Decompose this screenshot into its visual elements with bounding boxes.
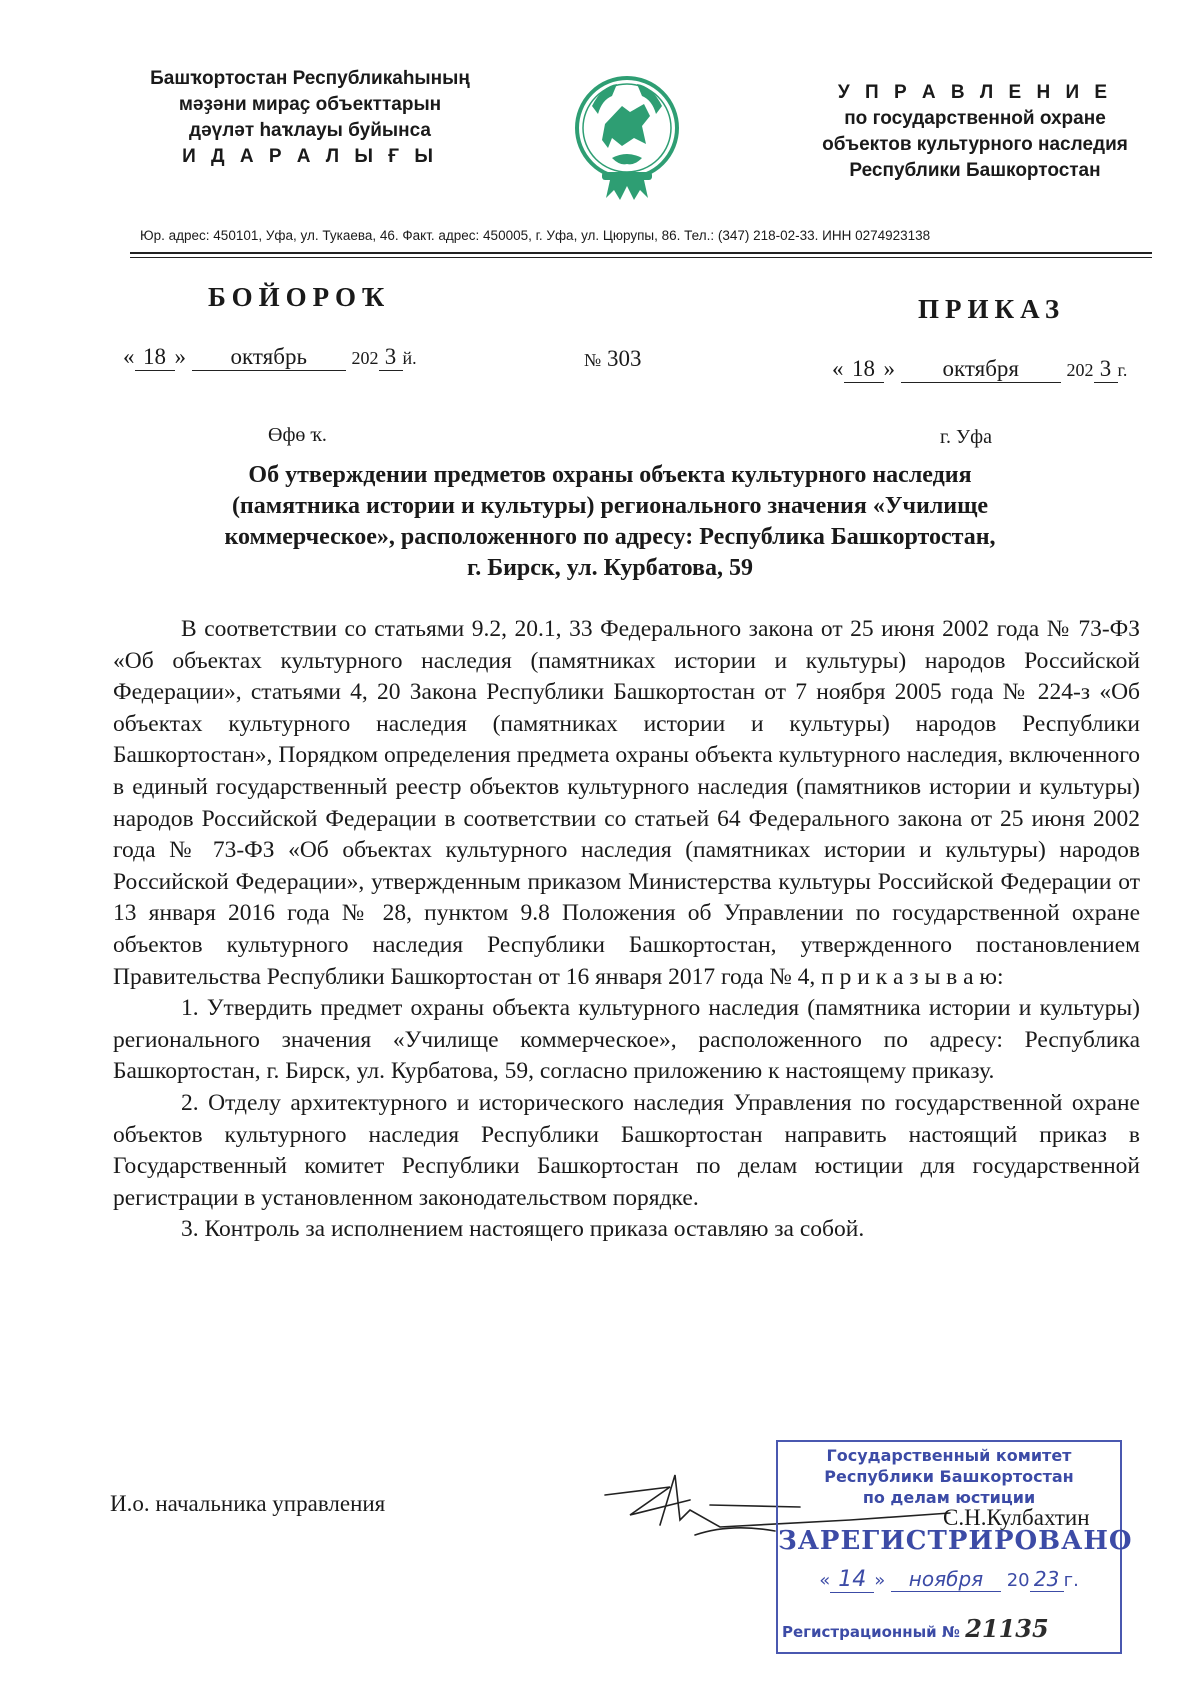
body-paragraph: 2. Отделу архитектурного и исторического наследия Управления по государственной охране объектов культурного наследия Республики Башкортостан направить настоящий приказ в Государственный комитет Республики Башкортостан по делам юстиции для государственной регистрации в установленном законодательством порядке. (113, 1089, 1140, 1211)
stamp-reg-label: Регистрационный № (782, 1623, 960, 1641)
stamp-registered: ЗАРЕГИСТРИРОВАНО (778, 1526, 1133, 1556)
date-quote-open: « (123, 344, 135, 369)
date-year-prefix: 202 (351, 348, 379, 368)
date-year-digit: 3 (379, 344, 403, 371)
body-paragraph: 1. Утвердить предмет охраны объекта культурного наследия (памятника истории и культуры) регионального значения «Училище коммерческое», расположенного по адресу: Республика Башкортостан, г. Бирск, ул. Курбатова, 59, согласно приложению к настоящему приказу. (113, 995, 1140, 1085)
date-quote-close: » (883, 356, 895, 381)
stamp-reg-number: 21135 (965, 1614, 1049, 1643)
header-right-line: Республики Башкортостан (849, 160, 1101, 181)
order-number (584, 346, 641, 372)
header-right-block (780, 80, 1170, 184)
date-suffix: г. (1117, 360, 1128, 380)
stamp-date-close: » (874, 1570, 886, 1591)
header-right-line: объектов культурного наследия (822, 134, 1128, 155)
place-bash: Өфө ҡ. (268, 424, 327, 446)
order-number-label: № (584, 350, 602, 370)
header-address: Юр. адрес: 450101, Уфа, ул. Тукаева, 46. Факт. адрес: 450005, г. Уфа, ул. Цюрупы, 86. Тел.: (347) 218-02-33. ИНН 0274923138 (140, 228, 931, 243)
document-title-line: коммерческое», расположенного по адресу: Республика Башкортостан, (224, 524, 996, 550)
place-ru: г. Уфа (940, 426, 992, 448)
body-paragraph: 3. Контроль за исполнением настоящего приказа оставляю за собой. (181, 1216, 865, 1243)
stamp-date-year-prefix: 20 (1006, 1570, 1030, 1591)
document-title-line: (памятника истории и культуры) регионального значения «Училище (231, 493, 989, 519)
header-left-block (110, 66, 510, 170)
bashkortostan-emblem-icon (572, 66, 682, 206)
date-day: 18 (135, 344, 175, 371)
stamp-date-open: « (819, 1570, 831, 1591)
date-quote-close: » (174, 344, 186, 369)
order-title-bash: БОЙОРОҠ (208, 282, 391, 312)
header-divider (130, 252, 1152, 254)
document-title-line: г. Бирск, ул. Курбатова, 59 (467, 555, 753, 581)
date-suffix: й. (402, 348, 417, 368)
stamp-date (778, 1567, 1120, 1593)
date-quote-open: « (832, 356, 844, 381)
date-day: 18 (844, 356, 884, 383)
date-right (832, 356, 1127, 383)
header-left-line: И Д А Р А Л Ы Ғ Ы (182, 146, 438, 167)
header-left-line: дәүләт һаҡлауы буйынса (189, 120, 431, 141)
order-number-value: 303 (606, 346, 642, 371)
date-month: октябрь (192, 344, 346, 371)
signatory-position: И.о. начальника управления (110, 1491, 386, 1516)
header-right-line: по государственной охране (844, 108, 1106, 129)
date-year-digit: 3 (1094, 356, 1118, 383)
order-title-ru: ПРИКАЗ (918, 294, 1066, 324)
date-month: октября (901, 356, 1061, 383)
header-right-line: У П Р А В Л Е Н И Е (837, 82, 1113, 103)
document-body (113, 614, 1140, 1246)
document-title (110, 460, 1110, 584)
stamp-date-month: ноября (891, 1567, 1001, 1592)
body-paragraph: В соответствии со статьями 9.2, 20.1, 33 Федерального закона от 25 июня 2002 года № 73-ФЗ «Об объектах культурного наследия (памятниках истории и культуры) народов Российской Федерации», статьями 4, 20 Закона Республики Башкортостан от 7 ноября 2005 года № 224-з «Об объектах культурного наследия (памятниках истории и культуры) народов Республики Башкортостан», Порядком определения предмета охраны объекта культурного наследия, включенного в единый государственный реестр объектов культурного наследия (памятников истории и культуры) народов Российской Федерации в соответствии со статьей 64 Федерального закона от 25 июня 2002 года № 73-ФЗ «Об объектах культурного наследия (памятниках истории и культуры) народов Российской Федерации», утвержденным приказом Министерства культуры Российской Федерации от 13 января 2016 года № 28, пунктом 9.8 Положения об Управлении по государственной охране объектов культурного наследия Республики Башкортостан, утвержденного постановлением Правительства Республики Башкортостан от 16 января 2017 года № 4, п р и к а з ы в а ю: (113, 616, 1140, 990)
header-left-line: Башҡортостан Республикаһының (150, 68, 470, 89)
stamp-date-suffix: г. (1063, 1570, 1079, 1591)
stamp-reg (782, 1614, 1085, 1643)
signatory-name: С.Н.Кулбахтин (943, 1505, 1090, 1530)
stamp-date-day: 14 (830, 1567, 874, 1593)
document-title-line: Об утверждении предметов охраны объекта культурного наследия (248, 462, 972, 488)
date-year-prefix: 202 (1066, 360, 1094, 380)
stamp-line: по делам юстиции (862, 1488, 1036, 1507)
date-left (123, 344, 417, 371)
header-divider-thin (130, 257, 1152, 258)
registration-stamp (776, 1440, 1133, 1654)
stamp-line: Республики Башкортостан (824, 1467, 1074, 1486)
stamp-line: Государственный комитет (826, 1446, 1072, 1465)
stamp-date-year: 23 (1030, 1567, 1064, 1592)
header-left-line: мәҙәни мираҫ объекттарын (178, 94, 442, 115)
